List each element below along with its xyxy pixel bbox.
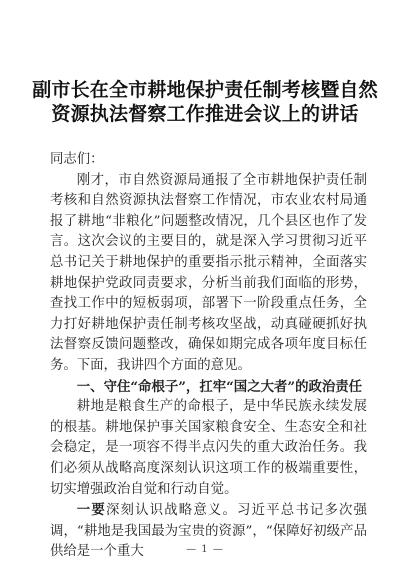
section-1-paragraph: 耕地是粮食生产的命根子，是中华民族永续发展的根基。耕地保护事关国家粮食安全、生态安全和社会稳定，是一项容不得半点闪失的重大政治任务。我们必须从战略高度深刻认识这项工作的极端重要性，切实增强政治自觉和行动自觉。	[50, 399, 367, 497]
subpoint-1-text: 深刻认识战略意义。习近平总书记多次强调，“耕地是我国最为宝贵的资源”，“保障好初级产品供给是一个重大	[50, 503, 368, 560]
subpoint-1-lead: 一要	[76, 502, 106, 519]
page-number: — 1 —	[186, 544, 224, 555]
speech-title	[30, 78, 380, 126]
title-line-2: 资源执法督察工作推进会议上的讲话	[51, 103, 359, 125]
intro-paragraph: 刚才，市自然资源局通报了全市耕地保护责任制考核和自然资源执法督察工作情况，市农业农村局通报了耕地“非粮化”问题整改情况，几个县区也作了发言。这次会议的主要目的，就是深入学习贯彻习近平总书记关于耕地保护的重要指示批示精神，全面落实耕地保护党政同责要求，分析当前我们面临的形势，查找工作中的短板弱项，部署下一阶段重点任务，全力打好耕地保护责任制考核攻坚战，动真碰硬抓好执法督察反馈问题整改，确保如期完成各项年度目标任务。下面，我讲四个方面的意见。	[50, 172, 367, 373]
title-line-1: 副市长在全市耕地保护责任制考核暨自然	[32, 79, 378, 101]
speech-body	[50, 150, 367, 563]
section-heading-1: 一、守住“命根子”，扛牢“国之大者”的政治责任	[76, 378, 363, 395]
salutation: 同志们：	[50, 152, 104, 167]
